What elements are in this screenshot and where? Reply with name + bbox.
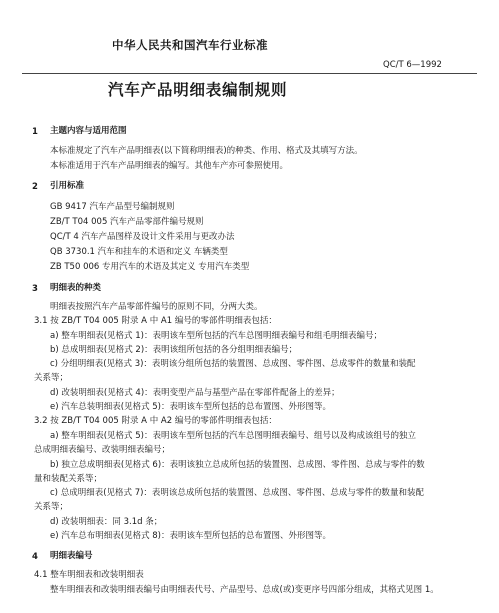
list-item-continuation: 量和装配关系等； bbox=[34, 474, 103, 484]
section-4-number: 4 bbox=[32, 552, 38, 562]
section-1-paragraph-1: 本标准规定了汽车产品明细表(以下简称明细表)的种类、作用、格式及其填写方法。 bbox=[50, 146, 363, 156]
list-item: d) 改装明细表：同 3.1d 条； bbox=[50, 517, 163, 527]
document-title: 汽车产品明细表编制规则 bbox=[108, 81, 288, 99]
section-2-title: 引用标准 bbox=[50, 181, 85, 191]
list-item-continuation: 关系等； bbox=[34, 373, 69, 383]
section-4-title: 明细表编号 bbox=[50, 551, 93, 561]
section-1-title: 主题内容与适用范围 bbox=[50, 126, 127, 136]
list-item: b) 独立总成明细表(见格式 6)：表明该独立总成所包括的装置图、总成图、零件图、总成与零件的数 bbox=[50, 460, 425, 470]
section-3-intro: 明细表按照汽车产品零部件编号的原则不同，分两大类。 bbox=[50, 302, 263, 312]
list-item: a) 整车明细表(见格式 1)：表明该车型所包括的汽车总图明细表编号和组毛明细表编号； bbox=[50, 331, 382, 341]
list-item: e) 汽车总装明细表(见格式 5)：表明该车型所包括的总布置图、外形图等。 bbox=[50, 402, 331, 412]
section-1-paragraph-2: 本标准适用于汽车产品明细表的编写。其他车产亦可参照使用。 bbox=[50, 161, 289, 171]
list-item-continuation: 总成明细表编号、改装明细表编号； bbox=[34, 445, 171, 455]
header-rule bbox=[22, 73, 477, 74]
list-item: c) 分组明细表(见格式 3)：表明该分组所包括的装置图、总成图、零件图、总成零件的数量和装配 bbox=[50, 359, 416, 369]
reference-standard: ZB/T T04 005 汽车产品零部件编号规则 bbox=[50, 217, 204, 227]
list-item: a) 整车明细表(见格式 5)：表明该车型所包括的汽车总图明细表编号、组号以及构成该组号的独立 bbox=[50, 431, 416, 441]
standard-organization: 中华人民共和国汽车行业标准 bbox=[112, 38, 268, 52]
section-2-number: 2 bbox=[32, 182, 38, 192]
section-3-number: 3 bbox=[32, 284, 38, 294]
clause-3-1: 3.1 按 ZB/T T04 005 附录 A 中 A1 编号的零部件明细表包括： bbox=[34, 316, 277, 326]
list-item: c) 总成明细表(见格式 7)：表明该总成所包括的装置图、总成图、零件图、总成与零件的数量和装配 bbox=[50, 488, 424, 498]
list-item-continuation: 关系等； bbox=[34, 502, 69, 512]
list-item: d) 改装明细表(见格式 4)：表明变型产品与基型产品在零部件配备上的差异； bbox=[50, 388, 340, 398]
reference-standard: QC/T 4 汽车产品图样及设计文件采用与更改办法 bbox=[50, 232, 235, 242]
reference-standard: ZB T50 006 专用汽车的术语及其定义 专用汽车类型 bbox=[50, 262, 250, 272]
clause-4-1: 4.1 整车明细表和改装明细表 bbox=[34, 570, 144, 580]
section-1-number: 1 bbox=[32, 127, 38, 137]
list-item: b) 总成明细表(见格式 2)：表明该组所包括的各分组明细表编号； bbox=[50, 345, 298, 355]
standard-code: QC/T 6—1992 bbox=[383, 60, 442, 70]
list-item: e) 汽车总布明细表(见格式 8)：表明该车型所包括的总布置图、外形图等。 bbox=[50, 531, 331, 541]
section-3-title: 明细表的种类 bbox=[50, 283, 102, 293]
reference-standard: QB 3730.1 汽车和挂车的术语和定义 车辆类型 bbox=[50, 247, 228, 257]
clause-3-2: 3.2 按 ZB/T T04 005 附录 A 中 A2 编号的零部件明细表包括： bbox=[34, 416, 277, 426]
section-4-paragraph: 整车明细表和改装明细表编号由明细表代号、产品型号、总成(或)变更序号四部分组成，其格式见图 1。 bbox=[50, 585, 439, 595]
reference-standard: GB 9417 汽车产品型号编制规则 bbox=[50, 202, 175, 212]
